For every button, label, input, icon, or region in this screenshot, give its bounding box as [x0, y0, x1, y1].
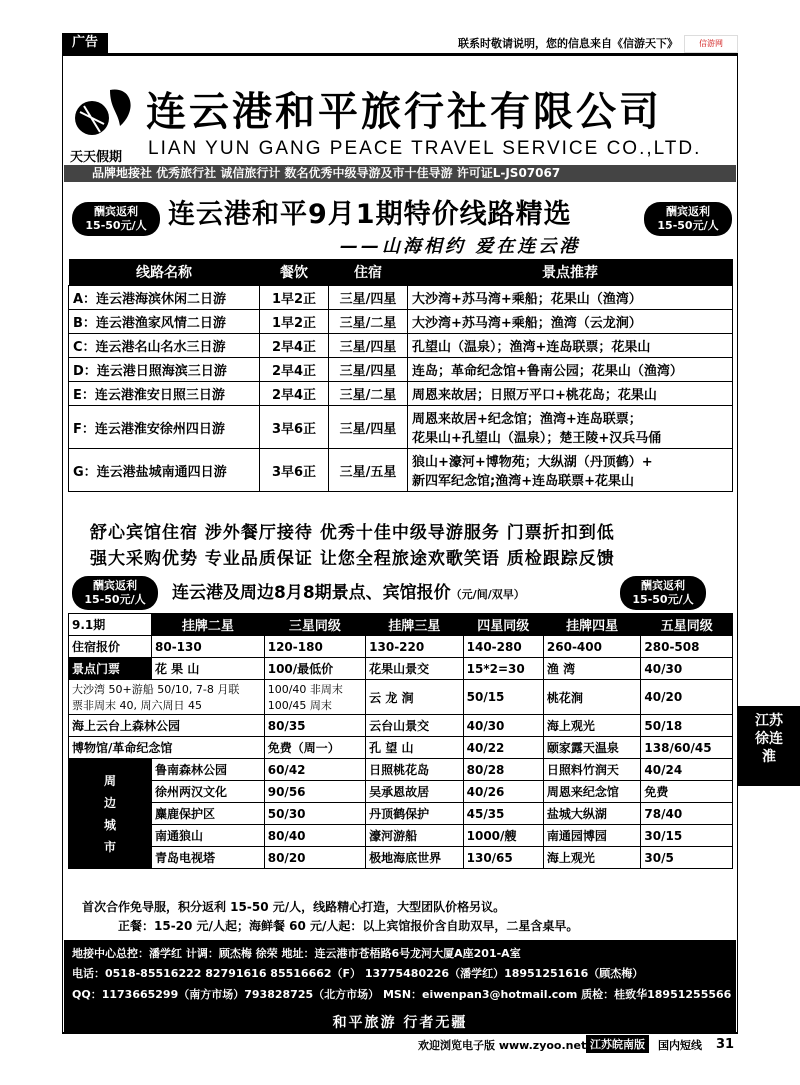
top-bar: [62, 33, 738, 55]
footer-line: QQ：1173665299（南方市场）793828725（北方市场） MSN：eiwenpan3@hotmail.com 质检：桂致华18951255566: [72, 988, 732, 1001]
ad-tag: 广告: [62, 33, 108, 53]
table-row: 大沙湾 50+游船 50/10, 7-8 月联 票非周末 40, 周六周日 45 100/40 非周末 100/45 周末 云 龙 涧 50/15 桃花涧 40/20: [69, 680, 733, 715]
table-row: D：连云港日照海滨三日游 2早4正 三星/四星 连岛；革命纪念馆+鲁南公园；花果山（渔湾）: [69, 358, 733, 382]
footer-line: 电话：0518-85516222 82791616 85516662（F） 13775480226（潘学红）18951251616（顾杰梅）: [72, 967, 644, 980]
section-title-routes: 连云港和平9月1期特价线路精选: [168, 199, 572, 230]
site-link[interactable]: 欢迎浏览电子版 www.zyoo.net: [418, 1039, 587, 1052]
table-row: 麋鹿保护区 50/30 丹顶鹤保护 45/35 盐城大纵湖 78/40: [69, 803, 733, 825]
table-row: C：连云港名山名水三日游 2早4正 三星/四星 孔望山（温泉）；渔湾+连岛联票；花果山: [69, 334, 733, 358]
footer-line: 地接中心总控：潘学红 计调：顾杰梅 徐荣 地址：连云港市苍梧路6号龙河大厦A座201-A室: [72, 947, 521, 960]
table-row: 景点门票 花 果 山 100/最低价 花果山景交 15*2=30 渔 湾 40/30: [69, 658, 733, 680]
table-row: 南通狼山 80/40 濠河游船 1000/艘 南通园博园 30/15: [69, 825, 733, 847]
table-row: B：连云港渔家风情二日游 1早2正 三星/二星 大沙湾+苏马湾+乘船；渔湾（云龙涧）: [69, 310, 733, 334]
publication-logo: 信游网: [684, 35, 738, 53]
price-table: 9.1期 挂牌二星 三星同级 挂牌三星 四星同级 挂牌四星 五星同级 住宿报价 80-130 120-180 130-220 140-280 260-400 280-508 景点门票 花 果 山 100/最低价 花果山景交 15*2=30 渔 湾 40/30 大沙湾 50+游船 50/10, 7-8 月联 票非周末 40, 周六周日 45 100/40 非周末 100/45 周末 云 龙 涧 50/15 桃花涧 40/20 海上云台上森林公园 80/35 云台山景交 40/30 海上观光 50/18 博物馆/革命纪念馆 免费（周一） 孔 望 山 40/22 颐家露天温泉 138/60/45 周 边 城 市 鲁南森林公园 60/42 日照桃花岛 80/28 日照料竹润天 40/24 徐州两汉文化 90/56 吴承恩故居 40/26 周恩来纪念馆 免费 麋鹿保护区 50/30 丹顶鹤保护 45/35 盐城大纵湖 78/40 南通狼山 80/40 濠河游船 1000/艘 南通园博园 30/15 青岛电视塔 80/20 极地海底世界 130/65 海上观光 30/5: [68, 613, 733, 869]
page-number: 31: [716, 1037, 735, 1052]
company-logo-icon: [70, 82, 140, 142]
credentials-strip: 品牌地接社 优秀旅行社 诚信旅行计 数名优秀中级导游及市十佳导游 许可证L-JS07067: [64, 165, 736, 182]
table-row: 海上云台上森林公园 80/35 云台山景交 40/30 海上观光 50/18: [69, 715, 733, 737]
company-name-cn: 连云港和平旅行社有限公司: [146, 89, 662, 135]
table-row: 青岛电视塔 80/20 极地海底世界 130/65 海上观光 30/5: [69, 847, 733, 869]
rebate-badge: 酬宾返利 15-50元/人: [644, 202, 732, 236]
table-row: A：连云港海滨休闲二日游 1早2正 三星/四星 大沙湾+苏马湾+乘船；花果山（渔湾）: [69, 286, 733, 310]
notes-line-2: 正餐：15-20 元/人起；海鲜餐 60 元/人起：以上宾馆报价含自助双早，二星含桌早。: [118, 919, 579, 933]
rebate-badge: 酬宾返利 15-50元/人: [72, 576, 158, 610]
region-tab: 江苏徐连淮: [738, 706, 800, 786]
footer-slogan: 和平旅游 行者无疆: [332, 1015, 468, 1031]
column-header: 景点推荐: [408, 259, 733, 286]
table-row: 周 边 城 市 鲁南森林公园 60/42 日照桃花岛 80/28 日照料竹润天 40/24: [69, 759, 733, 781]
contact-note: 联系时敬请说明，您的信息来自《信游天下》: [458, 37, 678, 50]
column-header: 住宿: [329, 259, 408, 286]
around-cities-label: 周 边 城 市: [69, 759, 152, 869]
service-features: 舒心宾馆住宿 涉外餐厅接待 优秀十佳中级导游服务 门票折扣到低 强大采购优势 专业品质保证 让您全程旅途欢歌笑语 质检跟踪反馈: [90, 523, 615, 569]
column-header: 餐饮: [260, 259, 329, 286]
table-row: F：连云港淮安徐州四日游 3早6正 三星/四星 周恩来故居+纪念馆；渔湾+连岛联票； 花果山+孔望山（温泉）；楚王陵+汉兵马俑: [69, 406, 733, 449]
table-row: 博物馆/革命纪念馆 免费（周一） 孔 望 山 40/22 颐家露天温泉 138/60/45: [69, 737, 733, 759]
rebate-badge: 酬宾返利 15-50元/人: [72, 202, 160, 236]
table-row: G：连云港盐城南通四日游 3早6正 三星/五星 狼山+濠河+博物苑；大纵湖（丹顶鹤）+ 新四军纪念馆;渔湾+连岛联票+花果山: [69, 449, 733, 492]
routes-table: [68, 259, 733, 492]
section-subtitle: ——山海相约 爱在连云港: [340, 236, 581, 257]
company-slogan: 天天假期: [70, 150, 123, 165]
rebate-badge: 酬宾返利 15-50元/人: [620, 576, 706, 610]
company-name-en: LIAN YUN GANG PEACE TRAVEL SERVICE CO.,LTD.: [148, 138, 702, 159]
notes-line-1: 首次合作免导服，积分返利 15-50 元/人，线路精心打造，大型团队价格另议。: [82, 900, 506, 914]
section-title-prices: 连云港及周边8月8期景点、宾馆报价（元/间/双早）: [172, 583, 525, 603]
section-label: 国内短线: [658, 1039, 702, 1052]
column-header: 线路名称: [69, 259, 260, 286]
edition-tag: 江苏皖南版: [586, 1035, 649, 1053]
table-row: 住宿报价 80-130 120-180 130-220 140-280 260-400 280-508: [69, 636, 733, 658]
table-row: 徐州两汉文化 90/56 吴承恩故居 40/26 周恩来纪念馆 免费: [69, 781, 733, 803]
table-row: E：连云港淮安日照三日游 2早4正 三星/二星 周恩来故居；日照万平口+桃花岛；花果山: [69, 382, 733, 406]
bottom-bar: [62, 1033, 738, 1054]
